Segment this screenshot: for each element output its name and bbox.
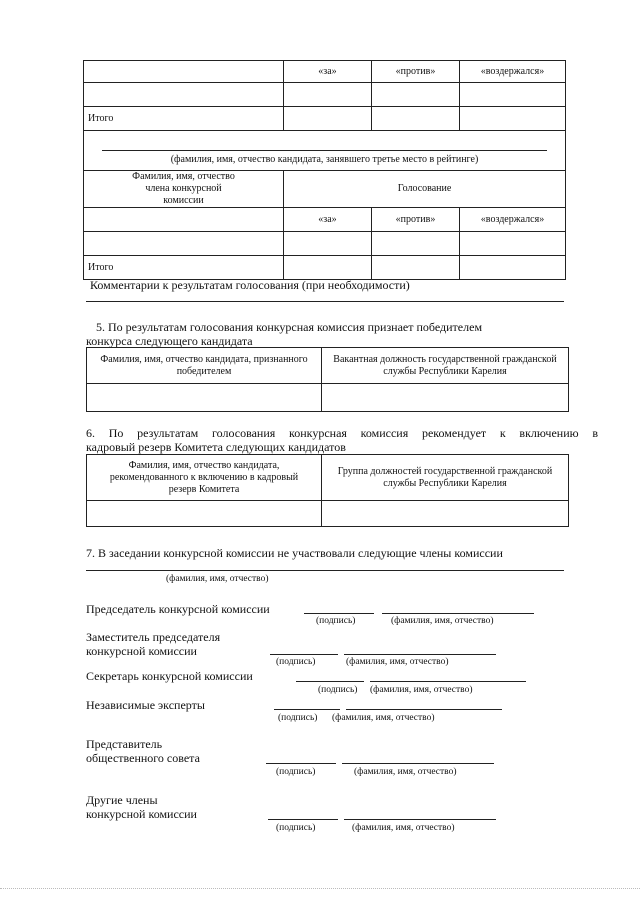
blank-cell <box>84 208 284 232</box>
deputy-name-line <box>344 654 496 655</box>
section5-line2: конкурса следующего кандидата <box>86 334 253 348</box>
public-signature-line <box>266 763 336 764</box>
reserve-col1: Фамилия, имя, отчество кандидата, рекомендованного к включению в кадровый резерв Комитета <box>87 455 322 501</box>
public-label-line1: Представитель <box>86 737 163 751</box>
table-cell <box>322 384 569 412</box>
signature-caption: (подпись) <box>276 823 316 833</box>
winner-col2: Вакантная должность государственной гражданской службы Республики Карелия <box>322 348 569 384</box>
secretary-signature-line <box>296 681 364 682</box>
section7-caption: (фамилия, имя, отчество) <box>166 574 269 584</box>
table-cell <box>460 256 566 280</box>
chair-signature-line <box>304 613 374 614</box>
others-label-line2: конкурсной комиссии <box>86 807 197 821</box>
others-signature-line <box>268 819 338 820</box>
col-vozderzhalsya: «воздержался» <box>460 61 566 83</box>
section6-line1: 6. По результатам голосования конкурсная комиссия рекомендует к включению в <box>86 426 598 440</box>
comments-label: Комментарии к результатам голосования (при необходимости) <box>90 278 410 292</box>
table-cell <box>84 232 284 256</box>
secretary-name-line <box>370 681 526 682</box>
col-za: «за» <box>284 61 372 83</box>
comments-line <box>86 301 564 302</box>
col-za: «за» <box>284 208 372 232</box>
experts-label: Независимые эксперты <box>86 698 205 712</box>
col-protiv: «против» <box>372 208 460 232</box>
signature-caption: (подпись) <box>278 713 318 723</box>
name-caption: (фамилия, имя, отчество) <box>332 713 435 723</box>
col-protiv: «против» <box>372 61 460 83</box>
public-label-line2: общественного совета <box>86 751 200 765</box>
vote-table-third-place <box>83 130 566 280</box>
signature-caption: (подпись) <box>276 657 316 667</box>
table-cell <box>372 83 460 107</box>
name-caption: (фамилия, имя, отчество) <box>370 685 473 695</box>
name-caption: (фамилия, имя, отчество) <box>391 616 494 626</box>
winner-table <box>86 347 569 412</box>
third-place-caption: (фамилия, имя, отчество кандидата, занявшего третье место в рейтинге) <box>170 154 479 165</box>
blank-cell <box>84 61 284 83</box>
signature-caption: (подпись) <box>316 616 356 626</box>
name-caption: (фамилия, имя, отчество) <box>352 823 455 833</box>
section7-line <box>86 570 564 571</box>
third-place-row <box>84 131 566 171</box>
scan-edge-line <box>0 888 640 889</box>
name-caption: (фамилия, имя, отчество) <box>346 657 449 667</box>
section5-line1: 5. По результатам голосования конкурсная комиссия признает победителем <box>96 320 483 334</box>
table-cell <box>460 232 566 256</box>
voting-header: Голосование <box>284 171 566 208</box>
others-name-line <box>344 819 496 820</box>
table-cell <box>284 107 372 131</box>
table-cell <box>372 107 460 131</box>
table-cell <box>87 384 322 412</box>
reserve-table <box>86 454 569 527</box>
winner-col1: Фамилия, имя, отчество кандидата, признанного победителем <box>87 348 322 384</box>
table-cell <box>84 83 284 107</box>
deputy-signature-line <box>270 654 338 655</box>
deputy-label-line1: Заместитель председателя <box>86 630 221 644</box>
deputy-label-line2: конкурсной комиссии <box>86 644 197 658</box>
table-cell <box>284 256 372 280</box>
table-cell <box>284 83 372 107</box>
experts-name-line <box>346 709 502 710</box>
vote-table-second-place <box>83 60 566 131</box>
signature-caption: (подпись) <box>276 767 316 777</box>
experts-signature-line <box>274 709 340 710</box>
others-label-line1: Другие члены <box>86 793 158 807</box>
name-caption: (фамилия, имя, отчество) <box>354 767 457 777</box>
table-cell <box>322 501 569 527</box>
member-header: Фамилия, имя, отчество члена конкурсной комиссии <box>84 171 284 208</box>
signature-caption: (подпись) <box>318 685 358 695</box>
col-vozderzhalsya: «воздержался» <box>460 208 566 232</box>
secretary-label: Секретарь конкурсной комиссии <box>86 669 253 683</box>
table-cell <box>372 256 460 280</box>
public-name-line <box>342 763 494 764</box>
table-cell <box>460 83 566 107</box>
table-cell <box>87 501 322 527</box>
reserve-col2: Группа должностей государственной гражданской службы Республики Карелия <box>322 455 569 501</box>
table-cell <box>460 107 566 131</box>
table-cell <box>284 232 372 256</box>
chair-label: Председатель конкурсной комиссии <box>86 602 270 616</box>
section6-line2: кадровый резерв Комитета следующих кандидатов <box>86 440 346 454</box>
section7-line1: 7. В заседании конкурсной комиссии не участвовали следующие члены комиссии <box>86 546 503 560</box>
total-label: Итого <box>84 256 284 280</box>
chair-name-line <box>382 613 534 614</box>
total-label: Итого <box>84 107 284 131</box>
table-cell <box>372 232 460 256</box>
